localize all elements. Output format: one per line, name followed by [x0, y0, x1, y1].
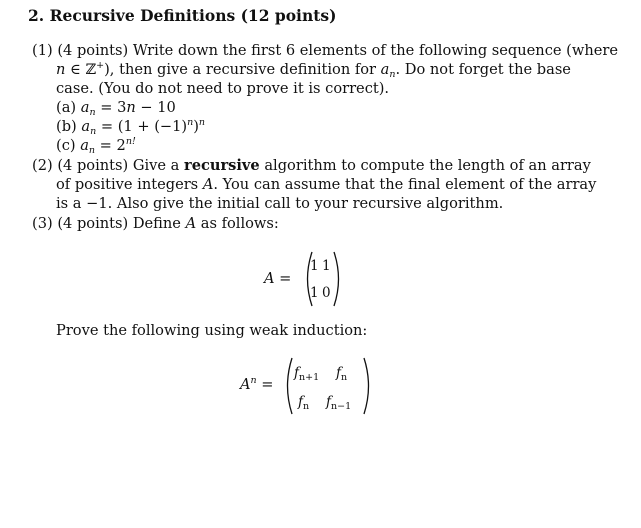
q1-text-1: (4 points) Write down the first 6 elements of the following sequence (where — [57, 42, 618, 59]
q2-line-2 — [56, 176, 596, 194]
matrix-A-n-r2c1 — [298, 394, 309, 410]
matrix-A-r1c1: 1 — [310, 258, 319, 274]
q1-a-rhs-pre: = 3 — [95, 99, 127, 116]
matrix-A-right-paren — [332, 250, 344, 308]
q1-c-rhs-pre: = 2 — [95, 137, 126, 154]
q2-var-A: A — [202, 176, 214, 193]
q1-b-exp-1: n — [187, 117, 194, 128]
prove-instruction: Prove the following using weak induction: — [56, 322, 368, 339]
matrix-A-n-right-paren — [362, 356, 374, 416]
matrix-A-n-r2c1-sub: n — [303, 401, 310, 412]
q2-text-2-pre: of positive integers — [56, 176, 203, 193]
section-heading: 2. Recursive Definitions (12 points) — [28, 6, 337, 25]
q2-text-1-post: algorithm to compute the length of an array — [259, 157, 591, 174]
matrix-A-n-r2c2-f: f — [326, 394, 331, 410]
matrix-A-n-r1c2 — [336, 365, 347, 381]
q1-c-lhs: a — [80, 137, 89, 154]
q2-text-1-bold: recursive — [184, 157, 260, 174]
matrix-A-n-r1c2-sub: n — [341, 372, 348, 383]
q1-part-a — [56, 99, 176, 117]
q1-number: (1) — [32, 42, 53, 59]
matrix-A-r1c2: 1 — [322, 258, 331, 274]
q3-line-1 — [32, 215, 279, 233]
q1-a-sub: n — [89, 107, 96, 118]
q1-text-3: . Do not forget the base — [395, 61, 571, 78]
matrix-A-n-left-paren — [282, 356, 294, 416]
q1-line-3: case. (You do not need to prove it is correct). — [56, 80, 390, 97]
q3-number: (3) — [32, 215, 53, 232]
q1-a-label: (a) — [56, 99, 77, 116]
matrix-A-n-r1c1 — [294, 365, 319, 381]
q1-set-plus: + — [96, 60, 105, 71]
q3-text-post: as follows: — [196, 215, 279, 232]
matrix-A-n-r1c1-f: f — [294, 365, 299, 381]
q2-number: (2) — [32, 157, 53, 174]
q1-line-1 — [32, 42, 618, 60]
q1-c-sub: n — [88, 145, 96, 156]
q1-var-n: n — [56, 61, 66, 78]
matrix-A-n-r2c2-sub: n−1 — [331, 401, 352, 412]
matrix-A-n-label — [240, 376, 274, 393]
matrix-A-r2c1: 1 — [310, 285, 319, 301]
q1-a-rhs-post: − 10 — [135, 99, 176, 116]
q1-b-rhs-mid: ) — [193, 118, 199, 135]
q1-c-exp: n! — [125, 136, 136, 147]
matrix-A-n-r1c1-sub: n+1 — [299, 372, 320, 383]
q1-b-lhs: a — [81, 118, 91, 135]
q1-a-lhs: a — [80, 99, 90, 116]
q1-c-label: (c) — [56, 137, 76, 154]
matrix-A-n-r1c2-f: f — [336, 365, 341, 381]
q1-b-label: (b) — [56, 118, 77, 135]
matrix-A-n-label-base: A — [240, 376, 251, 393]
q1-part-c — [56, 137, 136, 155]
q1-b-sub: n — [90, 126, 97, 137]
matrix-A — [262, 250, 352, 308]
q1-b-exp-2: n — [198, 117, 206, 128]
q2-text-1-pre: (4 points) Give a — [57, 157, 185, 174]
matrix-A-n-r2c1-f: f — [298, 394, 303, 410]
matrix-A-n — [238, 356, 378, 416]
q1-line-2 — [56, 61, 571, 79]
q1-text-2: ), then give a recursive definition for — [104, 61, 381, 78]
q2-text-2-post: . You can assume that the final element of the array — [213, 176, 597, 193]
matrix-A-n-r2c2 — [326, 394, 351, 410]
q1-set-z: ∈ ℤ — [65, 61, 97, 78]
q1-b-rhs-pre: = (1 + (−1) — [96, 118, 188, 135]
matrix-A-label: A = — [264, 270, 292, 287]
q3-var-A: A — [185, 215, 197, 232]
q1-var-a: a — [380, 61, 390, 78]
q1-var-a-sub: n — [389, 69, 396, 80]
q1-part-b — [56, 118, 205, 136]
matrix-A-n-label-eq: = — [256, 376, 274, 393]
matrix-A-n-label-exp: n — [250, 375, 257, 386]
matrix-A-r2c2: 0 — [322, 285, 331, 301]
q3-text-pre: (4 points) Define — [57, 215, 186, 232]
q1-a-rhs-n: n — [126, 99, 136, 116]
q2-line-1 — [32, 157, 591, 175]
q2-line-3: is a −1. Also give the initial call to your recursive algorithm. — [56, 195, 504, 212]
